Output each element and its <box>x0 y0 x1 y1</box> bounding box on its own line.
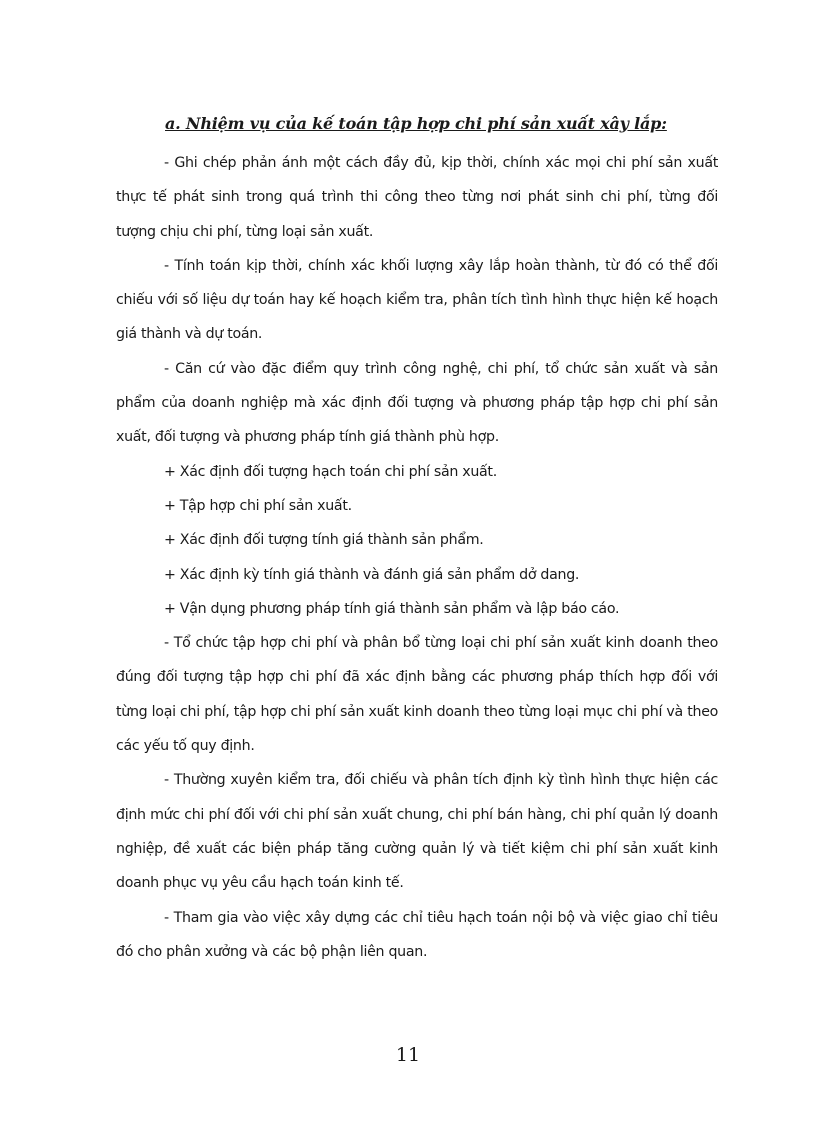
page-number: 11 <box>395 1044 421 1066</box>
list-item: + Vận dụng phương pháp tính giá thành sản phẩm và lập báo cáo. <box>164 600 620 617</box>
list-item: + Tập hợp chi phí sản xuất. <box>164 497 352 514</box>
body-text <box>116 146 718 969</box>
paragraph: - Thường xuyên kiểm tra, đối chiếu và phân tích định kỳ tình hình thực hiện các định mức chi phí đối với chi phí sản xuất chung, chi phí bán hàng, chi phí quản lý doanh nghiệp, đề xuất các biện pháp tăng cường quản lý và tiết kiệm chi phí sản xuất kinh doanh phục vụ yêu cầu hạch toán kinh tế. <box>116 772 718 892</box>
paragraph: - Căn cứ vào đặc điểm quy trình công nghệ, chi phí, tổ chức sản xuất và sản phẩm của doanh nghiệp mà xác định đối tượng và phương pháp tập hợp chi phí sản xuất, đối tượng và phương pháp tính giá thành phù hợp. <box>116 360 718 446</box>
paragraph: - Ghi chép phản ánh một cách đầy đủ, kịp thời, chính xác mọi chi phí sản xuất thực tế phát sinh trong quá trình thi công theo từng nơi phát sinh chi phí, từng đối tượng chịu chi phí, từng loại sản xuất. <box>116 155 718 240</box>
list-item: + Xác định đối tượng hạch toán chi phí sản xuất. <box>164 463 497 480</box>
section-heading: a. Nhiệm vụ của kế toán tập hợp chi phí sản xuất xây lắp: <box>165 114 667 133</box>
list-item: + Xác định đối tượng tính giá thành sản phẩm. <box>164 532 484 549</box>
paragraph: - Tổ chức tập hợp chi phí và phân bổ từng loại chi phí sản xuất kinh doanh theo đúng đối tượng tập hợp chi phí đã xác định bằng các phương pháp thích hợp đối với từng loại chi phí, tập hợp chi phí sản xuất kinh doanh theo từng loại mục chi phí và theo các yếu tố quy định. <box>116 635 718 755</box>
list-item: + Xác định kỳ tính giá thành và đánh giá sản phẩm dở dang. <box>164 566 580 583</box>
paragraph: - Tính toán kịp thời, chính xác khối lượng xây lắp hoàn thành, từ đó có thể đối chiếu với số liệu dự toán hay kế hoạch kiểm tra, phân tích tình hình thực hiện kế hoạch giá thành và dự toán. <box>116 257 718 343</box>
paragraph: - Tham gia vào việc xây dựng các chỉ tiêu hạch toán nội bộ và việc giao chỉ tiêu đó cho phân xưởng và các bộ phận liên quan. <box>116 909 718 960</box>
